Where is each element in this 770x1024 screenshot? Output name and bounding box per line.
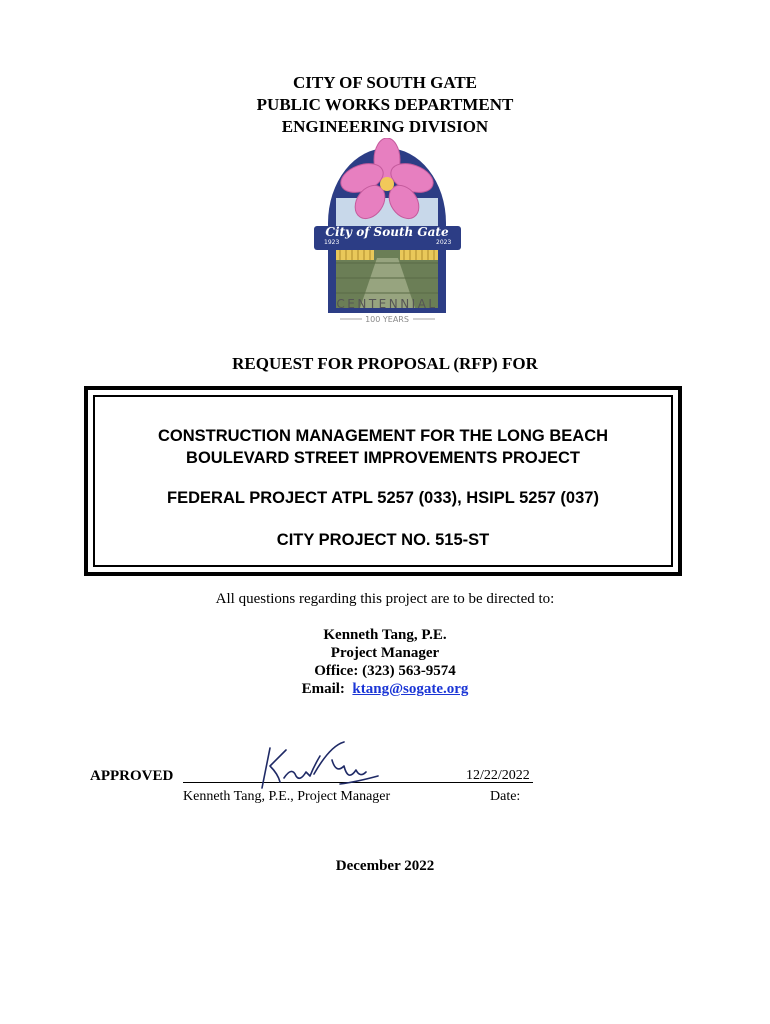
header-department: PUBLIC WORKS DEPARTMENT (256, 95, 514, 114)
department-header (0, 72, 770, 138)
city-project-number: CITY PROJECT NO. 515-ST (276, 531, 490, 549)
contact-email-link[interactable]: ktang@sogate.org (352, 681, 469, 697)
logo-script-text: City of South Gate (325, 225, 449, 239)
date-label: Date: (490, 789, 521, 804)
contact-email-label: Email: (301, 681, 345, 697)
questions-note: All questions regarding this project are to be directed to: (215, 591, 555, 607)
contact-office-phone: Office: (323) 563-9574 (314, 663, 456, 679)
logo-year-right: 2023 (436, 239, 452, 246)
header-division: ENGINEERING DIVISION (281, 117, 489, 136)
project-title-line1: CONSTRUCTION MANAGEMENT FOR THE LONG BEACH (157, 427, 609, 445)
contact-email-row (0, 680, 770, 698)
logo-years-text: 100 YEARS (365, 315, 409, 324)
logo-year-left: 1923 (324, 239, 340, 246)
approval-date: 12/22/2022 (466, 768, 530, 783)
document-date: December 2022 (335, 858, 435, 874)
contact-title: Project Manager (330, 645, 440, 661)
rfp-title: REQUEST FOR PROPOSAL (RFP) FOR (232, 354, 538, 373)
federal-project-number: FEDERAL PROJECT ATPL 5257 (033), HSIPL 5257 (037) (167, 489, 599, 507)
signer-name: Kenneth Tang, P.E., Project Manager (183, 789, 391, 804)
city-centennial-logo (300, 138, 475, 338)
header-city: CITY OF SOUTH GATE (292, 73, 478, 92)
project-title-box (84, 386, 682, 576)
approved-label: APPROVED (90, 768, 174, 784)
handwritten-signature (240, 736, 380, 796)
logo-centennial-text: CENTENNIAL (336, 297, 438, 311)
contact-name: Kenneth Tang, P.E. (323, 627, 447, 643)
project-title-line2: BOULEVARD STREET IMPROVEMENTS PROJECT (186, 449, 580, 467)
contact-block (0, 626, 770, 698)
